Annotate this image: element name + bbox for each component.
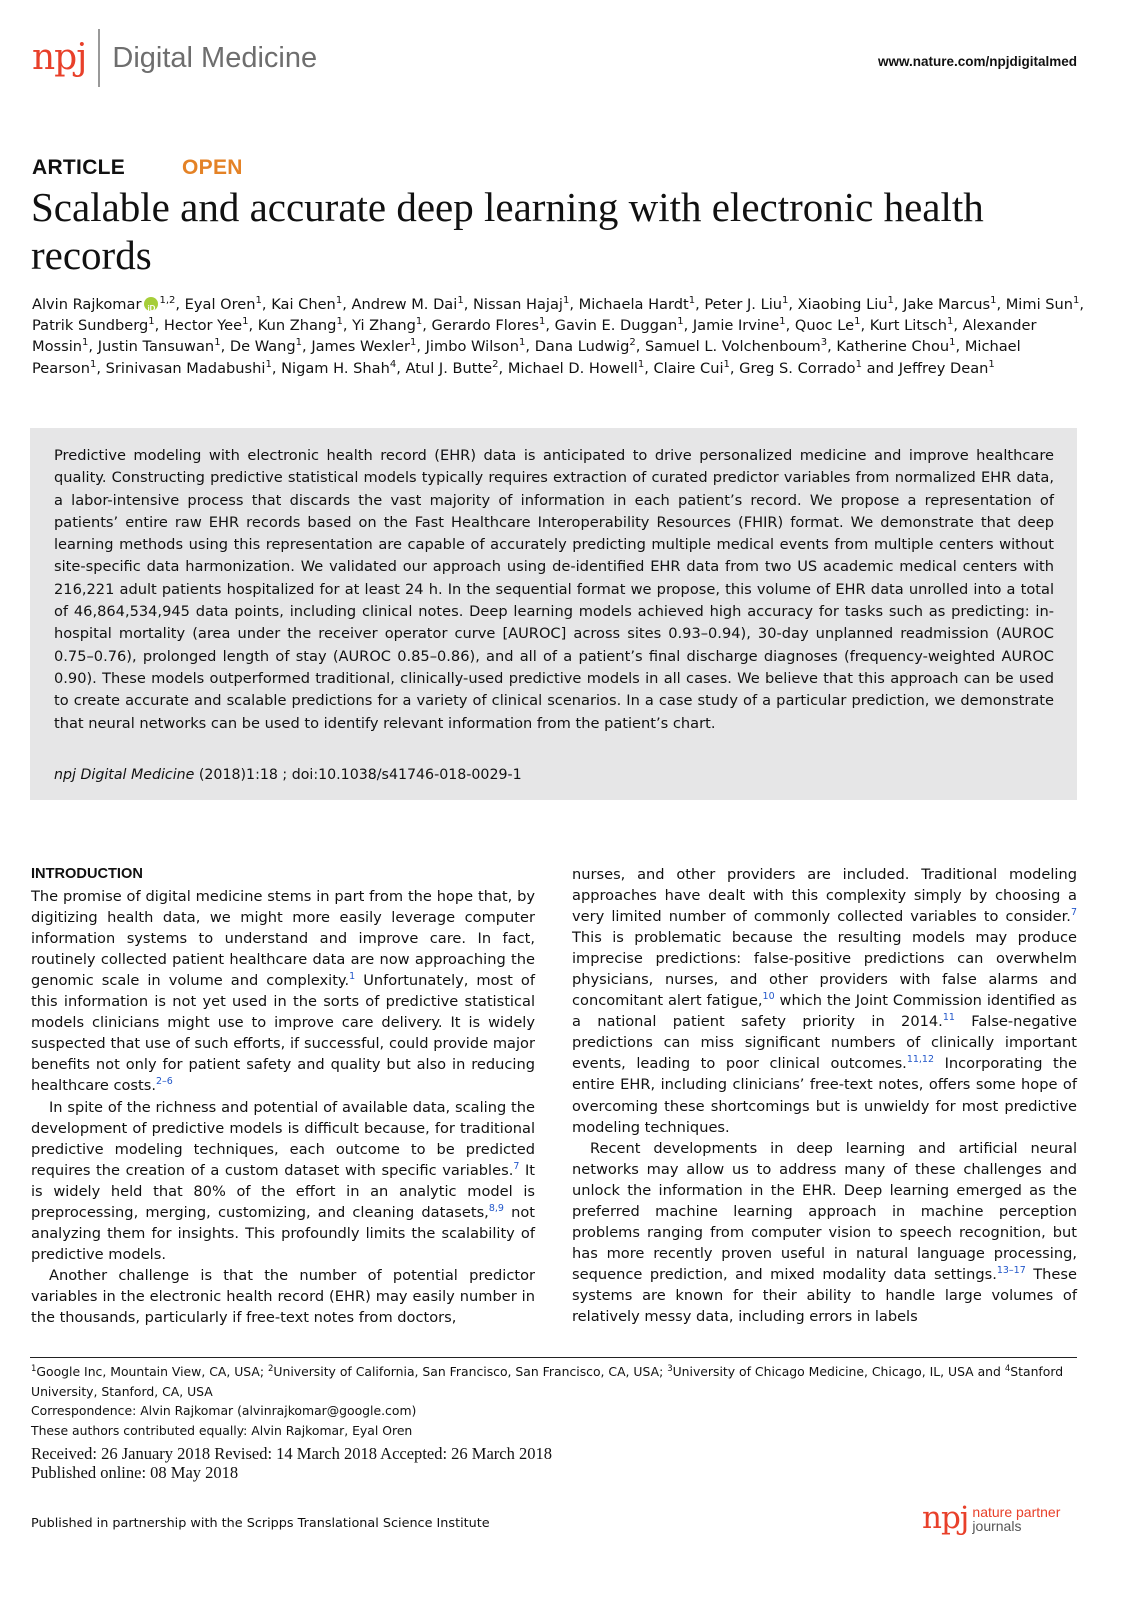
logo-line-1: nature partner	[972, 1504, 1061, 1520]
author-name: Jeffrey Dean	[898, 359, 989, 377]
article-dates	[31, 1444, 552, 1482]
affiliations: $^1$Google Inc, Mountain View, CA, USA; $^2$University of California, San Francisco, San Francisco, CA, USA; $^3$University of Chicago Medicine, Chicago, IL, USA and $^4$Stanford University, Stanford, CA, USA	[31, 1363, 1064, 1399]
author-name: Andrew M. Dai	[351, 296, 458, 313]
paragraph: In spite of the richness and potential of available data, scaling the development of predictive models is difficult because, for traditional predictive modeling techniques, each outcome to be predicted requires the creation of a custom dataset with specific variables.$^7$ It is widely held that 80% of the effort in an analytic model is preprocessing, merging, customizing, and cleaning datasets,$^{8,9}$ not analyzing them for insights. This profoundly limits the scalability of predictive models.	[31, 1098, 535, 1263]
reference-marker: 7	[1070, 907, 1077, 919]
published-online: Published online: 08 May 2018	[31, 1463, 239, 1482]
author-name: Alvin Rajkomar	[32, 296, 142, 313]
author-affiliation: 1	[946, 316, 954, 328]
author-name: James Wexler	[311, 338, 410, 356]
author-name: Alexander Mossin	[32, 317, 1037, 356]
author-name: Michael Pearson	[32, 338, 1021, 377]
author-affiliation: 1	[949, 337, 956, 349]
equal-contribution-note: These authors contributed equally: Alvin Rajkomar, Eyal Oren	[31, 1422, 413, 1438]
footnotes	[31, 1362, 1081, 1440]
author-name: Quoc Le	[794, 317, 855, 335]
author-name: Jake Marcus	[903, 296, 991, 313]
author-affiliation: 1	[214, 337, 221, 349]
affiliation-number: 2	[267, 1363, 274, 1374]
citation-line	[54, 767, 522, 783]
journal-logo	[32, 26, 317, 90]
author-name: Eyal Oren	[184, 296, 256, 313]
author-affiliation: 1	[265, 358, 272, 370]
author-affiliation: 1	[539, 316, 546, 328]
author-affiliation: 1	[519, 337, 526, 349]
received-revised-accepted: Received: 26 January 2018 Revised: 14 March 2018 Accepted: 26 March 2018	[31, 1444, 552, 1463]
author-name: Nissan Hajaj	[472, 296, 563, 313]
author-name: Atul J. Butte	[405, 359, 493, 377]
article-title: Scalable and accurate deep learning with electronic health records	[31, 184, 984, 278]
author-name: Claire Cui	[653, 359, 724, 377]
author-name: Gavin E. Duggan	[554, 317, 678, 335]
affiliation-number: 4	[1004, 1363, 1011, 1374]
author-affiliation: 3	[820, 337, 828, 349]
logo-line-2: journals	[972, 1518, 1022, 1534]
author-name: Kurt Litsch	[869, 317, 947, 335]
citation-doi: (2018)1:18 ; doi:10.1038/s41746-018-0029-1	[194, 767, 522, 783]
paragraph: Recent developments in deep learning and artificial neural networks may allow us to address many of these challenges and unlock the information in the EHR. Deep learning emerged as the preferred machine learning approach in machine perception problems ranging from computer vision to speech recognition, but has more recently proven useful in natural language processing, sequence prediction, and mixed modality data settings.$^{13-17}$ These systems are known for their ability to handle large volumes of relatively messy data, including errors in labels	[572, 1139, 1077, 1325]
author-name: Justin Tansuwan	[97, 338, 215, 356]
journal-name: Digital Medicine	[112, 41, 318, 74]
affiliation-number: 1	[31, 1363, 37, 1374]
citation-journal: npj Digital Medicine	[54, 767, 195, 783]
site-url-link[interactable]: www.nature.com/npjdigitalmed	[877, 54, 1077, 69]
author-affiliation: 1	[677, 316, 684, 328]
author-affiliation: 1,2	[159, 295, 176, 307]
reference-marker: 11	[942, 1012, 955, 1024]
author-affiliation: 1	[415, 316, 423, 328]
author-affiliation: 1	[457, 295, 464, 307]
author-affiliation: 1	[82, 337, 89, 349]
left-paragraphs	[31, 886, 535, 1328]
author-affiliation: 1	[782, 295, 789, 307]
author-affiliation: 1	[409, 337, 417, 349]
article-type-label: ARTICLE	[32, 156, 126, 179]
author-name: De Wang	[229, 338, 296, 356]
affiliation-number: 3	[667, 1363, 673, 1374]
author-name: Nigam H. Shah	[281, 359, 390, 377]
author-affiliation: 1	[336, 316, 343, 328]
intro-column-right	[572, 864, 1077, 1327]
author-name: Mimi Sun	[1005, 296, 1074, 313]
author-affiliation: 1	[854, 316, 861, 328]
author-name: Dana Ludwig	[534, 338, 630, 356]
author-affiliation: 1	[637, 358, 645, 370]
author-name: Samuel L. Volchenboum	[645, 338, 821, 356]
author-name: Yi Zhang	[352, 317, 416, 335]
author-affiliation: 1	[887, 295, 894, 307]
abstract-text: Predictive modeling with electronic health record (EHR) data is anticipated to drive personalized medicine and improve healthcare quality. Constructing predictive statistical models typically requires extraction of curated predictor variables from normalized EHR data, a labor-intensive process that discards the vast majority of information in each patient’s record. We propose a representation of patients’ entire raw EHR records based on the Fast Healthcare Interoperability Resources (FHIR) format. We demonstrate that deep learning methods using this representation are capable of accurately predicting multiple medical events from multiple centers without site-specific data harmonization. We validated our approach using de-identified EHR data from two US academic medical centers with 216,221 adult patients hospitalized for at least 24 h. In the sequential format we propose, this volume of EHR data unrolled into a total of 46,864,534,945 data points, including clinical notes. Deep learning models achieved high accuracy for tasks such as predicting: in-hospital mortality (area under the receiver operator curve [AUROC] across sites 0.93–0.94), 30-day unplanned readmission (AUROC 0.75–0.76), prolonged length of stay (AUROC 0.85–0.86), and all of a patient’s final discharge diagnoses (frequency-weighted AUROC 0.90). These models outperformed traditional, clinically-used predictive models in all cases. We believe that this approach can be used to create accurate and scalable predictions for a variety of clinical scenarios. In a case study of a particular prediction, we demonstrate that neural networks can be used to identify relevant information from the patient’s chart.	[54, 447, 1054, 732]
author-name: Gerardo Flores	[431, 317, 539, 335]
author-name: Michaela Hardt	[578, 296, 689, 313]
author-affiliation: 1	[255, 295, 262, 307]
paragraph: The promise of digital medicine stems in part from the hope that, by digitizing health data, we might more easily leverage computer information systems to understand and improve care. In fact, routinely collected patient healthcare data are now approaching the genomic scale in volume and complexity.$^1$ Unfortunately, most of this information is not yet used in the sorts of predictive statistical models clinicians might use to improve care delivery. It is widely suspected that use of such efforts, if successful, could provide major benefits not only for patient safety and quality but also in reducing healthcare costs.$^{2-6}$	[31, 888, 535, 1095]
author-affiliation: 1	[148, 316, 155, 328]
author-name: Katherine Chou	[836, 338, 950, 356]
logo-divider	[98, 29, 100, 87]
author-name: Hector Yee	[163, 317, 243, 335]
nature-partner-journals-logo	[922, 1500, 1061, 1536]
author-affiliation: 4	[389, 358, 397, 370]
open-access-label: OPEN	[182, 156, 243, 179]
author-name: Michael D. Howell	[507, 359, 638, 377]
author-name: Xiaobing Liu	[797, 296, 888, 313]
reference-marker: 7	[513, 1160, 520, 1172]
author-name: Patrik Sundberg	[32, 317, 149, 335]
section-heading-introduction: INTRODUCTION	[31, 866, 143, 882]
reference-marker: 8,9	[488, 1202, 504, 1214]
author-affiliation: 1	[988, 358, 995, 370]
journal-mark: npj	[32, 37, 87, 78]
correspondence: Correspondence: Alvin Rajkomar (alvinrajkomar@google.com)	[31, 1403, 417, 1418]
logo-mark: npj	[922, 1500, 969, 1536]
author-affiliation: 1	[335, 295, 343, 307]
author-affiliation: 1	[990, 295, 997, 307]
author-affiliation: 1	[855, 358, 862, 370]
reference-marker: 13–17	[996, 1265, 1026, 1277]
author-affiliation: 1	[779, 316, 786, 328]
intro-column-left	[31, 864, 535, 1328]
author-name: Kai Chen	[271, 296, 336, 313]
orcid-icon	[144, 297, 158, 311]
reference-marker: 10	[762, 991, 775, 1003]
author-name: Greg S. Corrado	[739, 359, 856, 377]
paragraph: Another challenge is that the number of potential predictor variables in the electronic health record (EHR) may easily number in the thousands, particularly if free-text notes from doctors,	[31, 1266, 535, 1326]
author-affiliation: 1	[723, 358, 730, 370]
partnership-note: Published in partnership with the Scripps Translational Science Institute	[31, 1516, 490, 1531]
footnote-rule	[30, 1357, 1077, 1358]
logo-text	[972, 1505, 1060, 1533]
paragraph: nurses, and other providers are included. Traditional modeling approaches have dealt with this complexity simply by choosing a very limited number of commonly collected variables to consider.$^7$ This is problematic because the resulting models may produce imprecise predictions: false-positive predictions can overwhelm physicians, nurses, and other providers with false alarms and concomitant alert fatigue,$^{10}$ which the Joint Commission identified as a national patient safety priority in 2014.11 False-negative predictions can miss significant numbers of clinically important events, leading to poor clinical outcomes.$^{11,12}$ Incorporating the entire EHR, including clinicians’ free-text notes, offers some hope of overcoming these shortcomings but is unwieldy for most predictive modeling techniques.	[572, 866, 1078, 1136]
author-affiliation: 1	[688, 295, 696, 307]
reference-marker: 2–6	[155, 1076, 173, 1088]
author-name: Jimbo Wilson	[425, 338, 520, 356]
author-affiliation: 2	[492, 358, 499, 370]
author-affiliation: 2	[629, 337, 636, 349]
author-name: Peter J. Liu	[704, 296, 783, 313]
author-affiliation: 1	[242, 316, 249, 328]
author-name: Kun Zhang	[257, 317, 337, 335]
author-name: Jamie Irvine	[692, 317, 780, 335]
author-name: Srinivasan Madabushi	[105, 359, 266, 377]
author-affiliation: 1	[1073, 295, 1080, 307]
right-paragraphs	[572, 864, 1077, 1327]
author-list: Alvin RajkomariD $^{1,2}$, Eyal Oren$^1$, Kai Chen$^1$, Andrew M. Dai$^1$, Nissan Hajaj$^1$, Michaela Hardt$^1$, Peter J. Liu$^1$, Xiaobing Liu$^1$, Jake Marcus$^1$, Mimi Sun$^1$, Patrik Sundberg$^1$, Hector Yee$^1$, Kun Zhang$^1$, Yi Zhang$^1$, Gerardo Flores$^1$, Gavin E. Duggan$^1$, Jamie Irvine$^1$, Quoc Le$^1$, Kurt Litsch$^1$, Alexander Mossin$^1$, Justin Tansuwan$^1$, De Wang$^1$, James Wexler$^1$, Jimbo Wilson$^1$, Dana Ludwig$^2$, Samuel L. Volchenboum$^3$, Katherine Chou$^1$, Michael Pearson$^1$, Srinivasan Madabushi$^1$, Nigam H. Shah$^4$, Atul J. Butte$^2$, Michael D. Howell$^1$, Claire Cui$^1$, Greg S. Corrado$^1$ and Jeffrey Dean$^1$	[32, 294, 1092, 379]
reference-marker: 11,12	[906, 1054, 935, 1066]
author-affiliation: 1	[89, 358, 97, 370]
reference-marker: 1	[349, 971, 356, 983]
author-affiliation: 1	[295, 337, 303, 349]
author-affiliation: 1	[562, 295, 570, 307]
